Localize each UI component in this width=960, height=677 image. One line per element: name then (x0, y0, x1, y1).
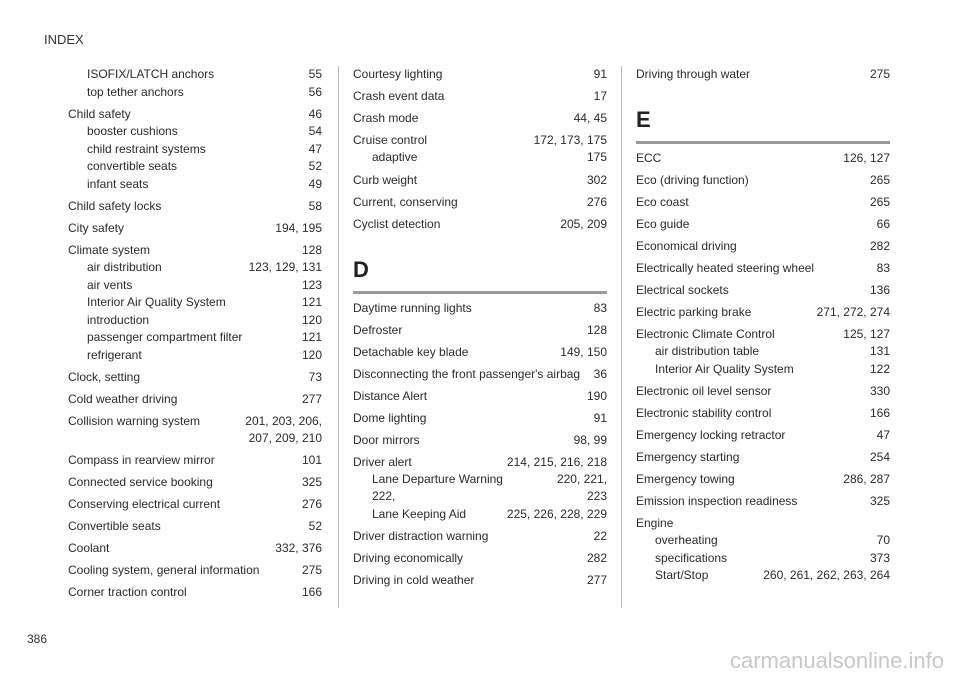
index-term: Interior Air Quality System (87, 295, 226, 309)
index-entry (353, 110, 607, 127)
index-pages: 128 (301, 243, 322, 257)
index-term: Emergency starting (636, 450, 740, 464)
index-term: Economical driving (636, 239, 737, 253)
page-header-title: INDEX (44, 32, 84, 47)
index-entry (636, 449, 890, 466)
index-pages: 123, 129, 131 (248, 260, 322, 274)
index-pages: 277 (301, 392, 322, 406)
index-subentry (353, 149, 607, 167)
index-term: Driving in cold weather (353, 573, 475, 587)
index-continuation (353, 488, 607, 506)
index-subentry (68, 141, 322, 159)
index-subentry (636, 343, 890, 361)
index-term: Crash event data (353, 89, 445, 103)
index-pages: 332, 376 (275, 541, 322, 555)
index-pages: 54 (308, 124, 322, 138)
index-pages: 121 (301, 330, 322, 344)
index-entry (353, 344, 607, 361)
index-pages: 66 (876, 217, 890, 231)
index-entry (353, 132, 607, 149)
index-pages: 73 (308, 370, 322, 384)
index-subentry (636, 532, 890, 550)
index-term: Daytime running lights (353, 300, 472, 315)
index-entry (353, 388, 607, 405)
index-entry (636, 383, 890, 400)
index-pages: 194, 195 (275, 221, 322, 235)
index-pages: 55 (308, 67, 322, 81)
index-pages: 265 (869, 195, 890, 209)
index-pages: 136 (869, 283, 890, 297)
index-entry (353, 432, 607, 449)
index-term: Cold weather driving (68, 392, 178, 406)
index-entry (68, 518, 322, 535)
index-term: Engine (636, 516, 674, 530)
index-term: ECC (636, 151, 662, 165)
index-pages: 325 (869, 494, 890, 508)
index-pages: 47 (308, 141, 322, 156)
index-subentry (68, 329, 322, 347)
index-pages: 120 (301, 312, 322, 327)
index-term: infant seats (87, 176, 149, 191)
index-term: Driver alert (353, 454, 412, 469)
index-pages: 205, 209 (560, 216, 607, 231)
index-subentry (353, 471, 607, 489)
index-term: Dome lighting (353, 410, 427, 425)
index-subentry (68, 347, 322, 365)
index-term: top tether anchors (87, 84, 184, 99)
index-term: City safety (68, 221, 125, 235)
index-column-1 (68, 66, 322, 601)
index-term: Eco (driving function) (636, 173, 749, 187)
index-term: Curb weight (353, 172, 418, 187)
index-term: Lane Departure Warning (372, 471, 503, 486)
index-term: Corner traction control (68, 585, 187, 599)
index-entry (68, 369, 322, 386)
index-term: Disconnecting the front passenger's airbag (353, 366, 581, 381)
index-entry (68, 198, 322, 215)
index-pages: 277 (586, 573, 607, 587)
index-pages: 91 (593, 410, 607, 425)
index-term: ISOFIX/LATCH anchors (87, 67, 215, 81)
index-term: child restraint systems (87, 141, 206, 156)
index-entry (353, 572, 607, 589)
index-pages: 276 (301, 497, 322, 511)
index-term: Child safety (68, 107, 131, 121)
index-pages: 49 (308, 176, 322, 191)
section-letter: D (353, 256, 369, 282)
index-pages: 83 (593, 300, 607, 315)
index-entry (636, 471, 890, 488)
index-entry (68, 474, 322, 491)
section-letter: E (636, 107, 651, 132)
index-pages: 52 (308, 519, 322, 533)
index-term: Start/Stop (655, 568, 709, 582)
index-pages-continued: 223 (586, 489, 607, 503)
index-pages: 225, 226, 228, 229 (506, 506, 607, 521)
index-entry (636, 405, 890, 422)
index-entry (636, 172, 890, 189)
index-entry (68, 584, 322, 601)
index-subentry (68, 84, 322, 102)
index-term: Clock, setting (68, 370, 141, 384)
index-entry (353, 216, 607, 233)
index-term: Electronic stability control (636, 406, 772, 420)
index-term: Connected service booking (68, 475, 213, 489)
index-pages: 52 (308, 159, 322, 173)
index-entry (68, 540, 322, 557)
index-pages: 91 (593, 67, 607, 81)
index-subentry (68, 176, 322, 194)
index-pages: 122 (869, 361, 890, 376)
index-entry (68, 452, 322, 469)
index-subentry (68, 123, 322, 141)
index-term: Emergency towing (636, 472, 735, 486)
index-term: Cyclist detection (353, 216, 441, 231)
index-term: Climate system (68, 243, 151, 257)
index-pages: 276 (586, 194, 607, 209)
index-term: specifications (655, 550, 728, 565)
index-subentry (68, 294, 322, 312)
index-pages: 286, 287 (843, 472, 890, 486)
index-term: Door mirrors (353, 432, 420, 447)
index-entry (68, 391, 322, 408)
index-term: convertible seats (87, 159, 178, 173)
index-term: Crash mode (353, 111, 419, 125)
index-subentry (636, 550, 890, 568)
index-entry (353, 454, 607, 471)
index-entry (68, 220, 322, 237)
index-term: Electrical sockets (636, 283, 729, 297)
index-term: Defroster (353, 322, 403, 337)
index-entry (353, 322, 607, 339)
section-rule (636, 141, 890, 144)
page-number: 386 (27, 632, 48, 646)
index-term: Interior Air Quality System (655, 361, 794, 376)
index-subentry (636, 361, 890, 379)
index-pages: 330 (869, 384, 890, 398)
index-pages: 166 (301, 585, 322, 599)
index-term: Electronic Climate Control (636, 327, 775, 341)
index-subentry (68, 259, 322, 277)
index-term: passenger compartment filter (87, 330, 243, 344)
index-subentry (68, 312, 322, 330)
index-pages: 265 (869, 173, 890, 187)
index-term: Electrically heated steering wheel (636, 261, 815, 275)
index-term: Detachable key blade (353, 344, 469, 359)
index-term: Courtesy lighting (353, 67, 443, 81)
index-entry (636, 515, 890, 532)
index-entry (68, 562, 322, 579)
index-entry (68, 106, 322, 123)
index-pages-continued: 207, 209, 210 (248, 431, 322, 445)
watermark: carmanualsonline.info (729, 648, 944, 673)
index-entry (636, 282, 890, 299)
index-term: Driving through water (636, 67, 751, 81)
index-pages: 220, 221, (556, 471, 607, 486)
index-pages: 47 (876, 428, 890, 442)
index-term: air distribution (87, 260, 162, 274)
index-term: booster cushions (87, 124, 178, 138)
index-column-3 (621, 66, 890, 608)
index-pages: 325 (301, 475, 322, 489)
index-pages: 36 (593, 366, 607, 381)
index-term: Convertible seats (68, 519, 161, 533)
index-entry (353, 194, 607, 211)
index-term: Collision warning system (68, 414, 201, 428)
index-pages: 175 (586, 150, 607, 164)
index-entry (68, 413, 322, 430)
index-pages: 46 (308, 107, 322, 121)
index-entry (636, 493, 890, 510)
index-entry (353, 366, 607, 383)
section-rule (353, 291, 607, 294)
index-entry (636, 216, 890, 233)
index-subentry (636, 567, 890, 585)
index-pages: 275 (301, 563, 322, 577)
index-pages: 260, 261, 262, 263, 264 (763, 568, 890, 582)
index-term: Distance Alert (353, 388, 428, 403)
index-entry (636, 238, 890, 255)
index-pages: 190 (586, 388, 607, 403)
index-pages: 201, 203, 206, (245, 414, 322, 428)
index-term: introduction (87, 312, 150, 327)
index-term: Emission inspection readiness (636, 494, 798, 508)
index-pages: 282 (869, 239, 890, 253)
index-term: Compass in rearview mirror (68, 453, 215, 467)
index-pages: 282 (586, 551, 607, 565)
index-term: air distribution table (655, 344, 760, 358)
index-entry (68, 496, 322, 513)
index-term: Cruise control (353, 133, 428, 147)
index-term: Emergency locking retractor (636, 428, 786, 442)
index-entry (636, 427, 890, 444)
index-pages: 302 (586, 172, 607, 187)
index-entry (353, 410, 607, 427)
index-pages: 126, 127 (843, 151, 890, 165)
index-entry (353, 66, 607, 83)
index-pages: 254 (869, 450, 890, 464)
index-term: Eco guide (636, 217, 690, 231)
index-term: Eco coast (636, 195, 689, 209)
index-pages: 166 (869, 406, 890, 420)
index-pages: 83 (876, 261, 890, 275)
index-entry (636, 66, 890, 83)
index-term: Cooling system, general information (68, 563, 260, 577)
index-pages: 70 (876, 533, 890, 547)
index-pages: 58 (308, 199, 322, 213)
index-term: Driving economically (353, 551, 464, 565)
index-subentry (68, 277, 322, 295)
index-term: Current, conserving (353, 194, 458, 209)
index-pages: 271, 272, 274 (816, 305, 890, 319)
index-column-2 (338, 66, 607, 608)
index-entry (68, 242, 322, 259)
index-entry (636, 194, 890, 211)
index-subentry (68, 66, 322, 84)
index-term: adaptive (372, 150, 418, 164)
index-entry (636, 260, 890, 277)
index-pages: 128 (586, 322, 607, 337)
index-pages: 125, 127 (843, 327, 890, 341)
index-term: Conserving electrical current (68, 497, 221, 511)
index-entry (353, 172, 607, 189)
index-term: Child safety locks (68, 199, 162, 213)
index-pages: 275 (869, 67, 890, 81)
index-pages: 172, 173, 175 (533, 133, 607, 147)
index-term: air vents (87, 277, 133, 292)
index-pages: 131 (869, 344, 890, 358)
index-pages: 149, 150 (560, 344, 607, 359)
index-pages: 44, 45 (573, 111, 607, 125)
index-term: refrigerant (87, 347, 142, 362)
index-entry (636, 326, 890, 343)
index-term: Electric parking brake (636, 305, 752, 319)
index-subentry (353, 506, 607, 524)
index-term: Lane Keeping Aid (372, 506, 467, 521)
index-pages-continued-left: 222, (372, 489, 396, 503)
index-entry (353, 300, 607, 317)
index-pages: 22 (593, 529, 607, 543)
index-pages: 56 (308, 84, 322, 99)
index-term: Driver distraction warning (353, 529, 489, 543)
index-term: overheating (655, 533, 718, 547)
index-pages: 123 (301, 277, 322, 292)
index-pages: 214, 215, 216, 218 (506, 454, 607, 469)
index-pages: 101 (301, 453, 322, 467)
index-pages: 121 (301, 295, 322, 309)
index-pages: 98, 99 (573, 432, 607, 447)
index-pages: 120 (301, 347, 322, 362)
index-subentry (68, 158, 322, 176)
index-entry (636, 150, 890, 167)
index-entry (636, 304, 890, 321)
index-pages: 17 (593, 89, 607, 103)
index-entry (353, 88, 607, 105)
index-term: Coolant (68, 541, 110, 555)
index-entry (353, 528, 607, 545)
index-pages: 373 (869, 550, 890, 565)
index-entry (353, 550, 607, 567)
index-term: Electronic oil level sensor (636, 384, 772, 398)
